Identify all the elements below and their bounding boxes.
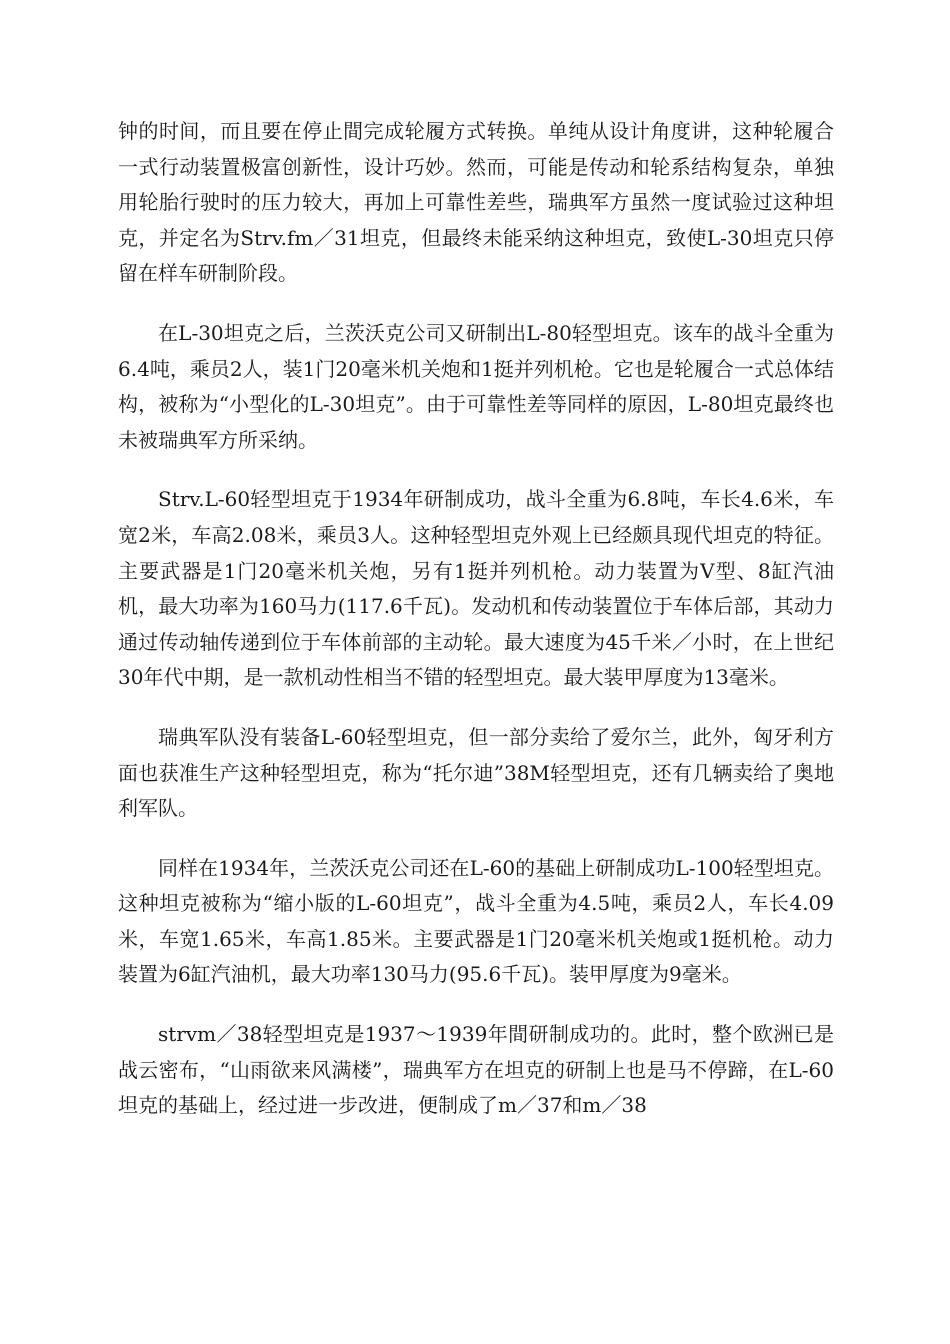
paragraph-l60: Strv.L-60轻型坦克于1934年研制成功，战斗全重为6.8吨，车长4.6米，车宽2米，车高2.08米，乘员3人。这种轻型坦克外观上已经颇具现代坦克的特征。主要武器是1门20毫米机关炮，另有1挺并列机枪。动力装置为V型、8缸汽油机，最大功率为160马力(117.6千瓦)。发动机和传动装置位于车体后部，其动力通过传动轴传递到位于车体前部的主动轮。最大速度为45千米／小时，在上世纪30年代中期，是一款机动性相当不错的轻型坦克。最大装甲厚度为13毫米。 xyxy=(118,487,834,690)
paragraph-strvm38: strvm／38轻型坦克是1937～1939年間研制成功的。此时，整个欧洲已是战云密布，“山雨欲来风满楼”，瑞典军方在坦克的研制上也是马不停蹄，在L-60坦克的基础上，经过进一步改进，便制成了m／37和m／38 xyxy=(118,1022,834,1118)
document-body xyxy=(118,114,834,1148)
paragraph-l60-export: 瑞典军队没有装备L-60轻型坦克，但一部分卖给了爱尔兰，此外，匈牙利方面也获准生产这种轻型坦克，称为“托尔迪”38M轻型坦克，还有几辆卖给了奥地利军队。 xyxy=(118,724,834,821)
paragraph-l100: 同样在1934年，兰茨沃克公司还在L-60的基础上研制成功L-100轻型坦克。这种坦克被称为“缩小版的L-60坦克”，战斗全重为4.5吨，乘员2人，车长4.09米，车宽1.65米，车高1.85米。主要武器是1门20毫米机关炮或1挺机枪。动力装置为6缸汽油机，最大功率130马力(95.6千瓦)。装甲厚度为9毫米。 xyxy=(118,855,834,987)
paragraph-l80: 在L-30坦克之后，兰茨沃克公司又研制出L-80轻型坦克。该车的战斗全重为6.4吨，乘员2人，装1门20毫米机关炮和1挺并列机枪。它也是轮履合一式总体结构，被称为“小型化的L-30坦克”。由于可靠性差等同样的原因，L-80坦克最终也未被瑞典军方所采纳。 xyxy=(118,320,834,452)
paragraph-1-continued: 钟的时间，而且要在停止間完成轮履方式转换。单纯从设计角度讲，这种轮履合一式行动装置极富创新性，设计巧妙。然而，可能是传动和轮系结构复杂，单独用轮胎行驶时的压力较大，再加上可靠性差些，瑞典军方虽然一度试验过这种坦克，并定名为Strv.fm／31坦克，但最终未能采纳这种坦克，致使L-30坦克只停留在样车研制阶段。 xyxy=(118,119,834,286)
